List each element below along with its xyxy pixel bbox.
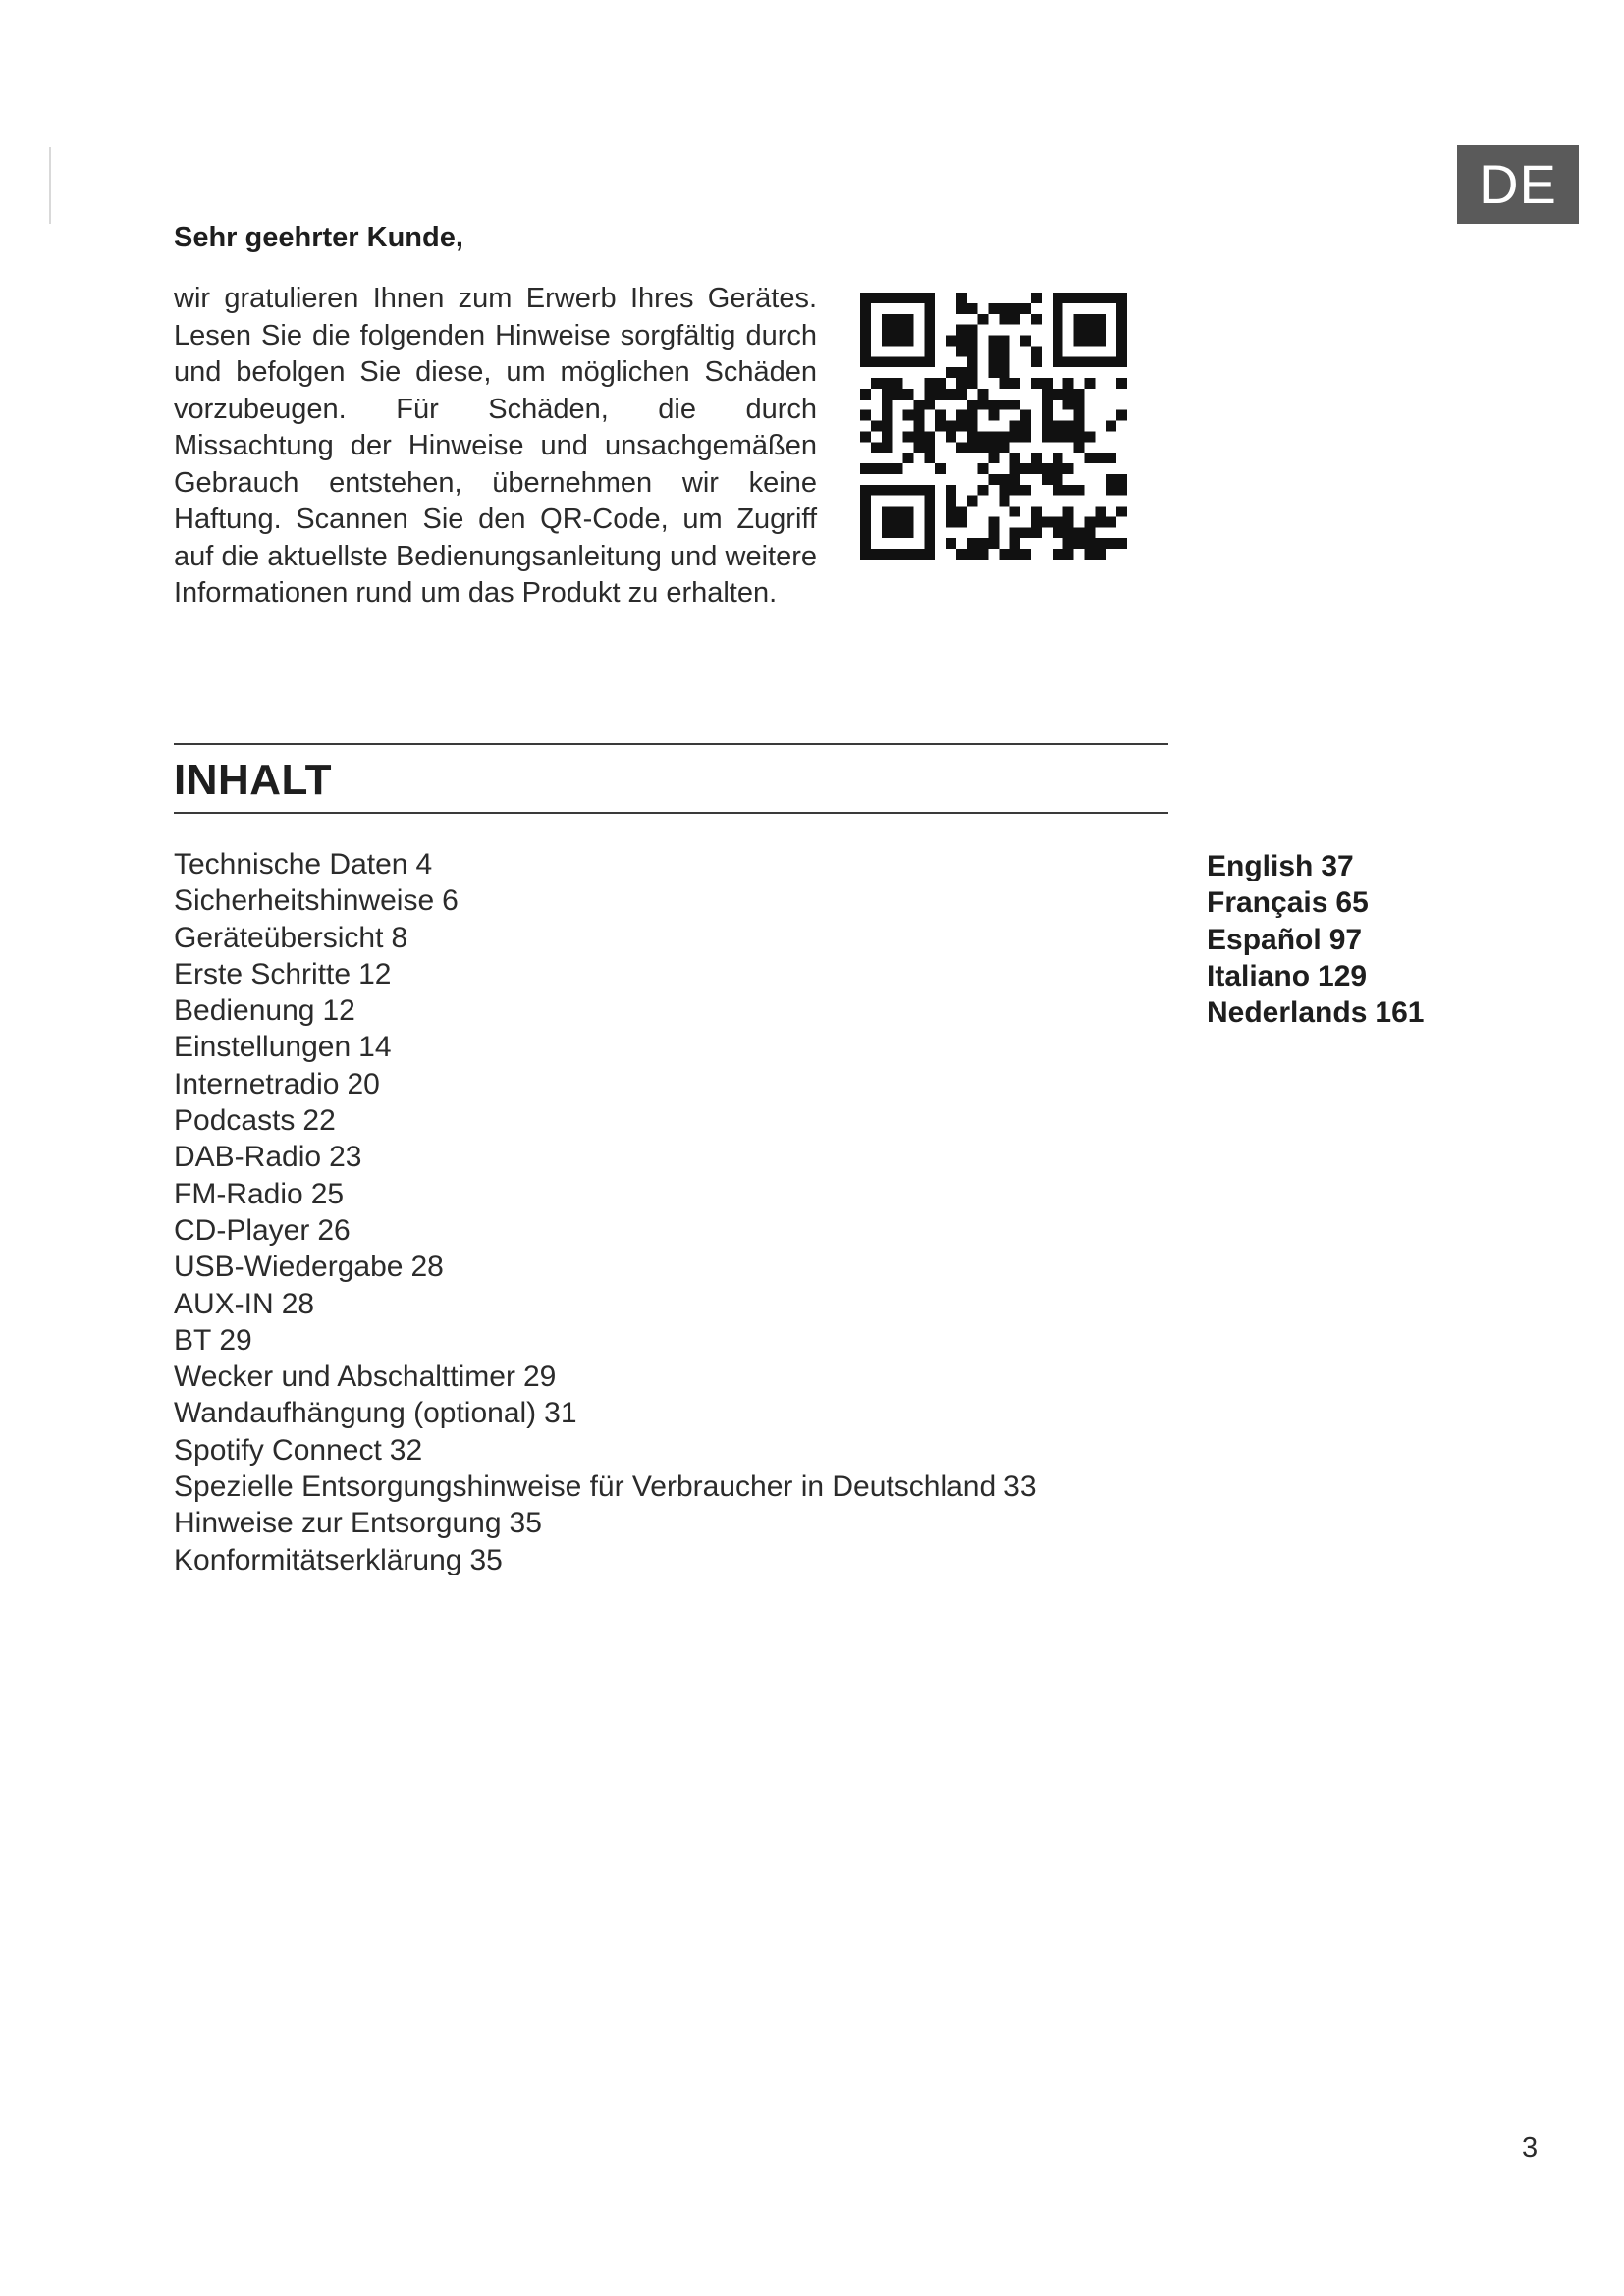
intro-paragraph: wir gratulieren Ihnen zum Erwerb Ihres Gerätes. Lesen Sie die folgenden Hinweise sorgfältig durch und befolgen Sie diese, um möglichen Schäden vorzubeugen. Für Schäden, die durch Missachtung der Hinweise und unsachgemäßen Gebrauch entstehen, übernehmen wir keine Haftung. Scannen Sie den QR-Code, um Zugriff auf die aktuellste Bedienungsanleitung und weitere Informationen rund um das Produkt zu erhalten. xyxy=(174,283,817,609)
language-label: Italiano xyxy=(1207,959,1311,992)
toc-item-label: Geräteübersicht xyxy=(174,921,384,954)
toc-item-label: Bedienung xyxy=(174,994,315,1028)
toc-item-page: 12 xyxy=(358,957,392,990)
toc-item-page: 14 xyxy=(358,1031,392,1064)
language-index xyxy=(1207,848,1424,1031)
toc-item-page: 33 xyxy=(1003,1470,1037,1504)
toc-item-page: 22 xyxy=(302,1104,336,1138)
toc-item[interactable] xyxy=(174,1432,1037,1468)
toc-item-page: 32 xyxy=(389,1433,423,1467)
toc-item[interactable] xyxy=(174,846,1037,882)
toc-item-label: USB-Wiedergabe xyxy=(174,1251,404,1284)
toc-item-page: 28 xyxy=(410,1251,444,1284)
toc-item-label: Hinweise zur Entsorgung xyxy=(174,1507,502,1540)
greeting: Sehr geehrter Kunde, xyxy=(174,222,463,253)
toc-item-label: DAB-Radio xyxy=(174,1141,322,1174)
toc-item-page: 35 xyxy=(469,1543,503,1576)
toc-item-page: 12 xyxy=(322,994,355,1028)
toc-item-label: Wandaufhängung (optional) xyxy=(174,1397,537,1430)
toc-item-page: 8 xyxy=(391,921,408,954)
toc-item-page: 35 xyxy=(509,1507,542,1540)
toc-item-label: Konformitätserklärung xyxy=(174,1543,462,1576)
toc-item[interactable] xyxy=(174,1542,1037,1578)
language-label: Español xyxy=(1207,923,1322,956)
toc-item[interactable] xyxy=(174,1286,1037,1322)
toc-item[interactable] xyxy=(174,882,1037,919)
toc-item-page: 6 xyxy=(442,884,459,918)
language-label: English xyxy=(1207,850,1314,882)
toc-item[interactable] xyxy=(174,1102,1037,1139)
toc-item-label: Spezielle Entsorgungshinweise für Verbraucher in Deutschland xyxy=(174,1470,997,1504)
language-link[interactable] xyxy=(1207,848,1424,884)
toc-item[interactable] xyxy=(174,1212,1037,1249)
language-link[interactable] xyxy=(1207,922,1424,958)
language-link[interactable] xyxy=(1207,958,1424,994)
language-badge: DE xyxy=(1457,145,1579,224)
language-page: 65 xyxy=(1335,886,1369,920)
toc-item[interactable] xyxy=(174,1249,1037,1285)
toc-item-page: 28 xyxy=(281,1287,315,1320)
language-label: Français xyxy=(1207,886,1328,920)
toc-item[interactable] xyxy=(174,1505,1037,1541)
toc-item-page: 31 xyxy=(544,1397,577,1430)
toc-item-label: Wecker und Abschalttimer xyxy=(174,1361,515,1394)
toc-item-page: 26 xyxy=(317,1213,351,1247)
toc-item-label: CD-Player xyxy=(174,1213,310,1247)
toc-item-page: 25 xyxy=(310,1177,345,1210)
toc-item[interactable] xyxy=(174,1029,1037,1065)
toc-item[interactable] xyxy=(174,1176,1037,1212)
toc-item[interactable] xyxy=(174,1395,1037,1431)
toc-item[interactable] xyxy=(174,1468,1037,1505)
toc-item-label: Technische Daten xyxy=(174,848,408,881)
toc-item-label: AUX-IN xyxy=(174,1287,274,1320)
language-page: 97 xyxy=(1328,923,1363,956)
toc-item[interactable] xyxy=(174,992,1037,1029)
language-link[interactable] xyxy=(1207,994,1424,1031)
toc-rule-bottom xyxy=(174,812,1168,814)
margin-rule xyxy=(49,147,51,224)
toc-item-label: Internetradio xyxy=(174,1067,340,1100)
toc-heading: INHALT xyxy=(174,756,333,804)
toc-item-label: Podcasts xyxy=(174,1104,296,1138)
language-label: Nederlands xyxy=(1207,996,1368,1030)
toc-item-page: 23 xyxy=(329,1141,362,1174)
toc-item-label: FM-Radio xyxy=(174,1177,303,1210)
toc-item[interactable] xyxy=(174,1359,1037,1395)
toc-item[interactable] xyxy=(174,956,1037,992)
qr-code[interactable] xyxy=(860,293,1127,560)
toc-item[interactable] xyxy=(174,920,1037,956)
toc-item-label: Erste Schritte xyxy=(174,957,352,990)
toc-item-page: 20 xyxy=(347,1067,380,1100)
qr-code-icon xyxy=(860,293,1127,560)
toc-item-page: 29 xyxy=(522,1361,557,1394)
toc-item[interactable] xyxy=(174,1139,1037,1175)
toc-item-page: 29 xyxy=(219,1323,252,1357)
toc-item-label: Spotify Connect xyxy=(174,1433,382,1467)
toc-item-label: Einstellungen xyxy=(174,1031,352,1064)
toc-item[interactable] xyxy=(174,1322,1037,1359)
toc-item-label: Sicherheitshinweise xyxy=(174,884,435,918)
toc-item-page: 4 xyxy=(415,848,433,881)
language-page: 129 xyxy=(1318,959,1368,992)
toc-item-label: BT xyxy=(174,1323,212,1357)
language-link[interactable] xyxy=(1207,884,1424,921)
language-page: 37 xyxy=(1321,850,1354,882)
table-of-contents xyxy=(174,846,1037,1578)
language-page: 161 xyxy=(1375,996,1425,1030)
page-number: 3 xyxy=(1522,2132,1539,2163)
toc-item[interactable] xyxy=(174,1066,1037,1102)
toc-rule-top xyxy=(174,743,1168,745)
